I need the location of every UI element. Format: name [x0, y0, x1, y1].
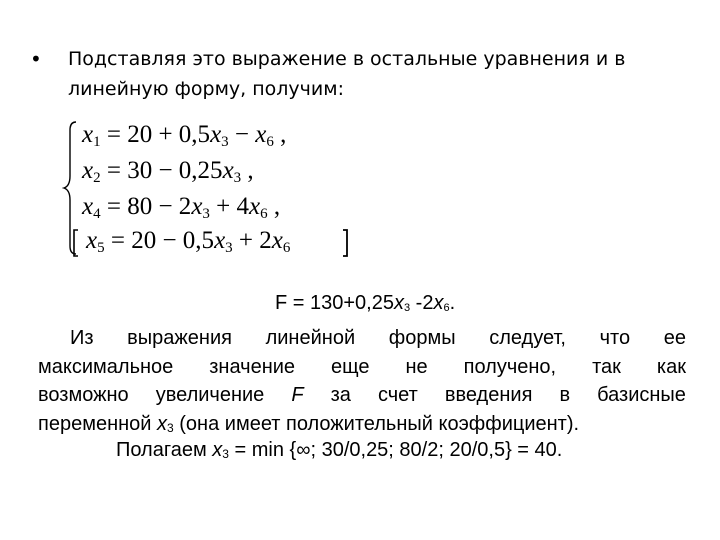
eq-term: −: [228, 121, 256, 148]
equation-row: [82, 156, 254, 193]
eq-sub: 4: [93, 206, 101, 222]
eq-sub: 6: [282, 240, 291, 256]
word: значение: [209, 355, 296, 378]
objective-term: -2: [410, 292, 434, 314]
bullet-marker: •: [30, 47, 42, 71]
eq-var: x: [82, 121, 94, 148]
objective-var: x: [433, 292, 444, 314]
eq-var: x: [82, 193, 94, 220]
equation-row: [82, 192, 280, 229]
eq-term: + 2: [232, 227, 272, 254]
eq-tail: ,: [267, 193, 281, 220]
eq-var: x: [82, 157, 94, 184]
line4-text: (она имеет положительный коэффициент).: [173, 412, 580, 435]
equation-row: [86, 226, 290, 263]
word: увеличение: [155, 384, 265, 406]
word: получено,: [463, 355, 557, 378]
eq-sub: 5: [97, 240, 105, 256]
result-text: Полагаем: [116, 439, 213, 461]
word: максимальное: [38, 355, 174, 378]
paragraph-line-1: [38, 324, 686, 353]
objective-end: .: [449, 292, 456, 314]
eq-sub: 1: [93, 134, 101, 150]
word: что: [599, 327, 631, 349]
word: ее: [663, 327, 686, 349]
result-line: [116, 439, 562, 462]
word: возможно: [38, 384, 129, 406]
objective-var: x: [393, 292, 404, 314]
bullet-line-2: линейную форму, получим:: [68, 78, 344, 100]
word: следует,: [489, 327, 566, 349]
word: еще: [331, 355, 370, 378]
objective-sub: 6: [443, 302, 450, 314]
line4-var: x: [157, 412, 168, 435]
paragraph-line-2: [38, 353, 686, 382]
bullet-text: [68, 44, 668, 104]
eq-sub: 6: [266, 134, 274, 150]
eq-tail: ,: [241, 157, 254, 184]
bullet-line-1: Подставляя это выражение в остальные уравнения и в: [68, 48, 626, 70]
word: в: [559, 384, 571, 406]
eq-rhs: = 20 + 0,5: [106, 121, 211, 148]
eq-var: x: [214, 227, 226, 254]
eq-rhs: = 20 − 0,5: [110, 227, 215, 254]
eq-var: x: [86, 227, 98, 254]
eq-sub: 3: [225, 240, 233, 256]
word: базисные: [597, 384, 686, 406]
word: формы: [388, 327, 456, 349]
eq-sub: 2: [93, 170, 101, 186]
equation-row: [82, 120, 286, 157]
eq-var: x: [249, 193, 261, 220]
eq-var: x: [271, 227, 283, 254]
eq-var: x: [191, 193, 203, 220]
explanation-paragraph: [38, 324, 686, 438]
eq-var: x: [210, 121, 222, 148]
word: введения: [444, 384, 533, 406]
result-var: x: [212, 439, 223, 461]
eq-sub: 3: [221, 134, 229, 150]
eq-term: + 4: [209, 193, 250, 220]
eq-var: x: [222, 157, 234, 184]
line4-sub: 3: [167, 420, 174, 435]
eq-sub: 3: [202, 206, 210, 222]
word: не: [405, 355, 428, 378]
eq-sub: 6: [260, 206, 268, 222]
objective-sub: 3: [403, 302, 411, 314]
paragraph-line-3: [38, 381, 686, 410]
line4-text: переменной: [38, 412, 158, 435]
eq-sub: 3: [233, 170, 242, 186]
word: линейной: [265, 327, 356, 349]
word: F: [291, 384, 304, 406]
word: счет: [377, 384, 418, 406]
result-sub: 3: [222, 447, 229, 461]
word: так: [592, 355, 621, 378]
eq-rhs: = 30 − 0,25: [106, 157, 223, 184]
objective-formula: [275, 292, 455, 315]
objective-prefix: F = 130+0,25: [275, 292, 394, 314]
equation-system: [62, 118, 362, 258]
word: за: [330, 384, 351, 406]
result-text: = min {∞; 30/0,25; 80/2; 20/0,5} = 40.: [228, 439, 563, 461]
eq-rhs: = 80 − 2: [106, 193, 192, 220]
word: как: [656, 355, 686, 378]
word: Из: [70, 327, 94, 349]
eq-tail: ,: [273, 121, 287, 148]
word: выражения: [127, 327, 232, 349]
paragraph-line-4: [38, 410, 686, 439]
eq-var: x: [255, 121, 267, 148]
